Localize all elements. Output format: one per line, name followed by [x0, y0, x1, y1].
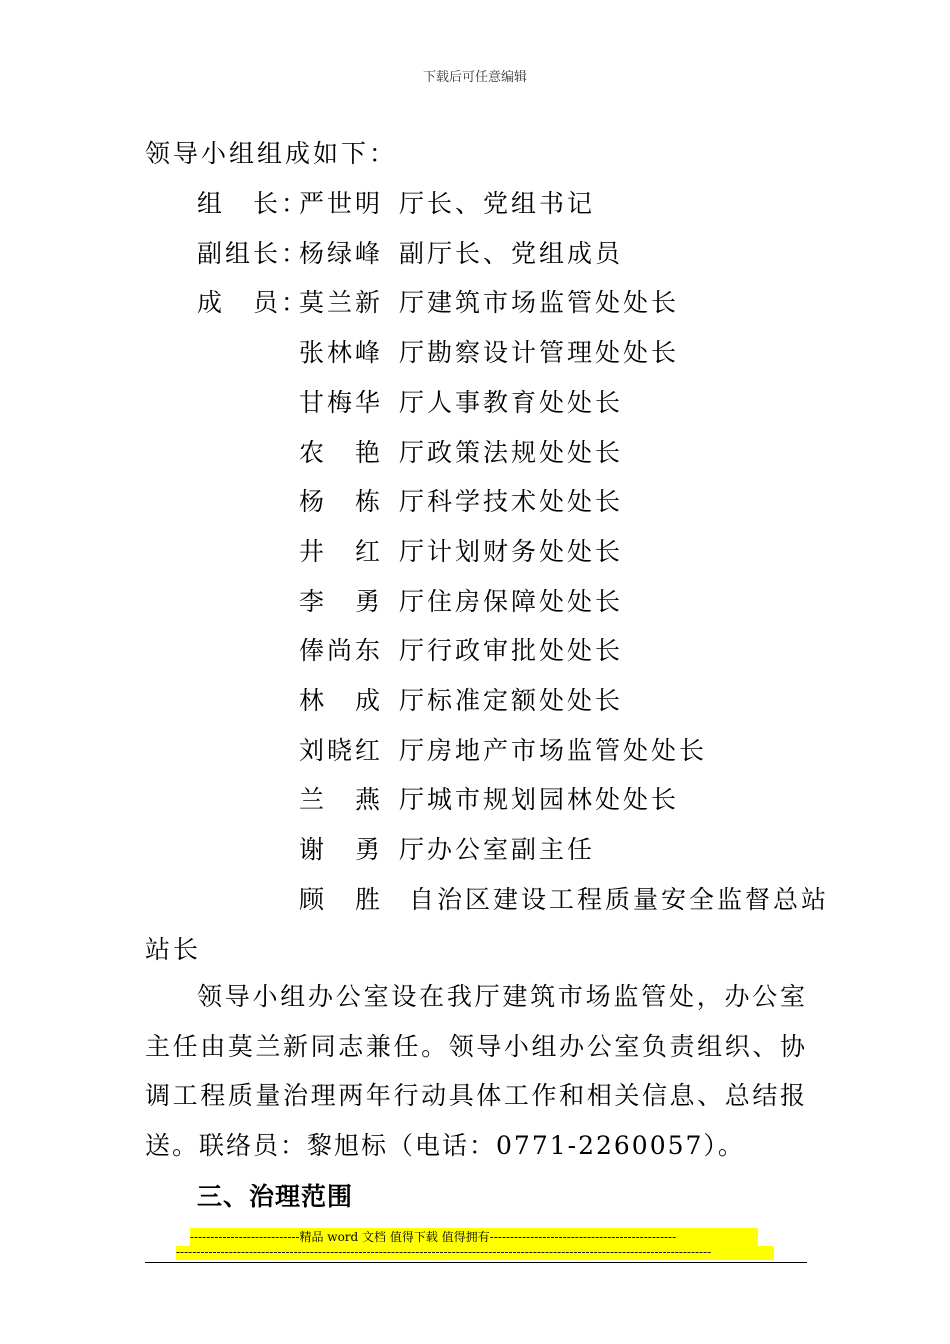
member-name: 杨 栋 — [299, 487, 384, 517]
member-title: 厅建筑市场监管处处长 — [399, 288, 680, 318]
member-title: 副厅长、党组成员 — [399, 238, 624, 268]
member-name: 林 成 — [299, 686, 384, 715]
member-row — [197, 283, 807, 317]
footer-rule — [145, 1262, 807, 1263]
member-title: 厅城市规划园林处处长 — [399, 785, 680, 815]
member-title: 厅勘察设计管理处处长 — [399, 338, 680, 368]
member-title: 厅住房保障处处长 — [399, 586, 624, 616]
intro-line: 领导小组组成如下： — [145, 139, 398, 168]
member-name: 甘梅华 — [299, 387, 384, 417]
footer-dashes: ------------------------------------------------------------------------------------------------------------------------------------ — [176, 1246, 774, 1260]
member-name: 张林峰 — [299, 338, 384, 368]
member-row — [197, 582, 807, 616]
wrap-line: 站长 — [145, 935, 202, 964]
member-row — [197, 631, 807, 665]
member-row — [197, 433, 807, 467]
member-name: 井 红 — [299, 536, 384, 566]
member-row — [197, 830, 807, 864]
member-row — [197, 681, 807, 715]
member-row — [197, 184, 807, 218]
member-name: 刘晓红 — [299, 735, 384, 765]
member-row — [197, 880, 830, 914]
member-row — [197, 234, 807, 268]
member-row — [197, 333, 807, 367]
body-paragraph: 领导小组办公室设在我厅建筑市场监管处，办公室主任由莫兰新同志兼任。领导小组办公室负责组织、协调工程质量治理两年行动具体工作和相关信息、总结报送。联络员：黎旭标（电话：0771-2260057）。 — [145, 982, 807, 1161]
member-title: 厅行政审批处处长 — [399, 636, 624, 666]
section-heading: 三、治理范围 — [197, 1182, 354, 1211]
member-row — [197, 731, 807, 765]
member-row — [197, 780, 807, 814]
member-title: 厅计划财务处处长 — [399, 536, 624, 566]
member-title: 厅房地产市场监管处处长 — [399, 735, 708, 765]
member-name: 李 勇 — [299, 586, 384, 616]
member-row — [197, 482, 807, 516]
member-name: 严世明 — [299, 189, 384, 218]
member-title: 厅办公室副主任 — [399, 835, 596, 865]
member-name: 谢 勇 — [299, 835, 384, 865]
member-role: 成 员： — [197, 288, 310, 318]
page-header: 下载后可任意编辑 — [422, 70, 527, 85]
member-title: 厅长、党组书记 — [399, 189, 596, 218]
member-title: 厅科学技术处处长 — [399, 487, 624, 517]
member-title: 厅人事教育处处长 — [399, 387, 624, 417]
member-row — [197, 383, 807, 417]
member-name: 俸尚东 — [299, 636, 384, 666]
member-name: 杨绿峰 — [299, 238, 384, 268]
member-role: 副组长： — [197, 238, 310, 268]
member-role: 组 长： — [197, 189, 310, 218]
member-name: 农 艳 — [299, 437, 384, 467]
footer-banner: ---------------------------精品 word 文档 值得下载 值得拥有---------------------------------------------- — [190, 1228, 758, 1246]
member-name: 莫兰新 — [299, 288, 384, 318]
member-title: 自治区建设工程质量安全监督总站 — [409, 884, 830, 914]
member-name: 顾 胜 — [299, 884, 384, 914]
member-name: 兰 燕 — [299, 785, 384, 815]
member-title: 厅政策法规处处长 — [399, 437, 624, 467]
member-title: 厅标准定额处处长 — [399, 686, 624, 715]
member-row — [197, 532, 807, 566]
